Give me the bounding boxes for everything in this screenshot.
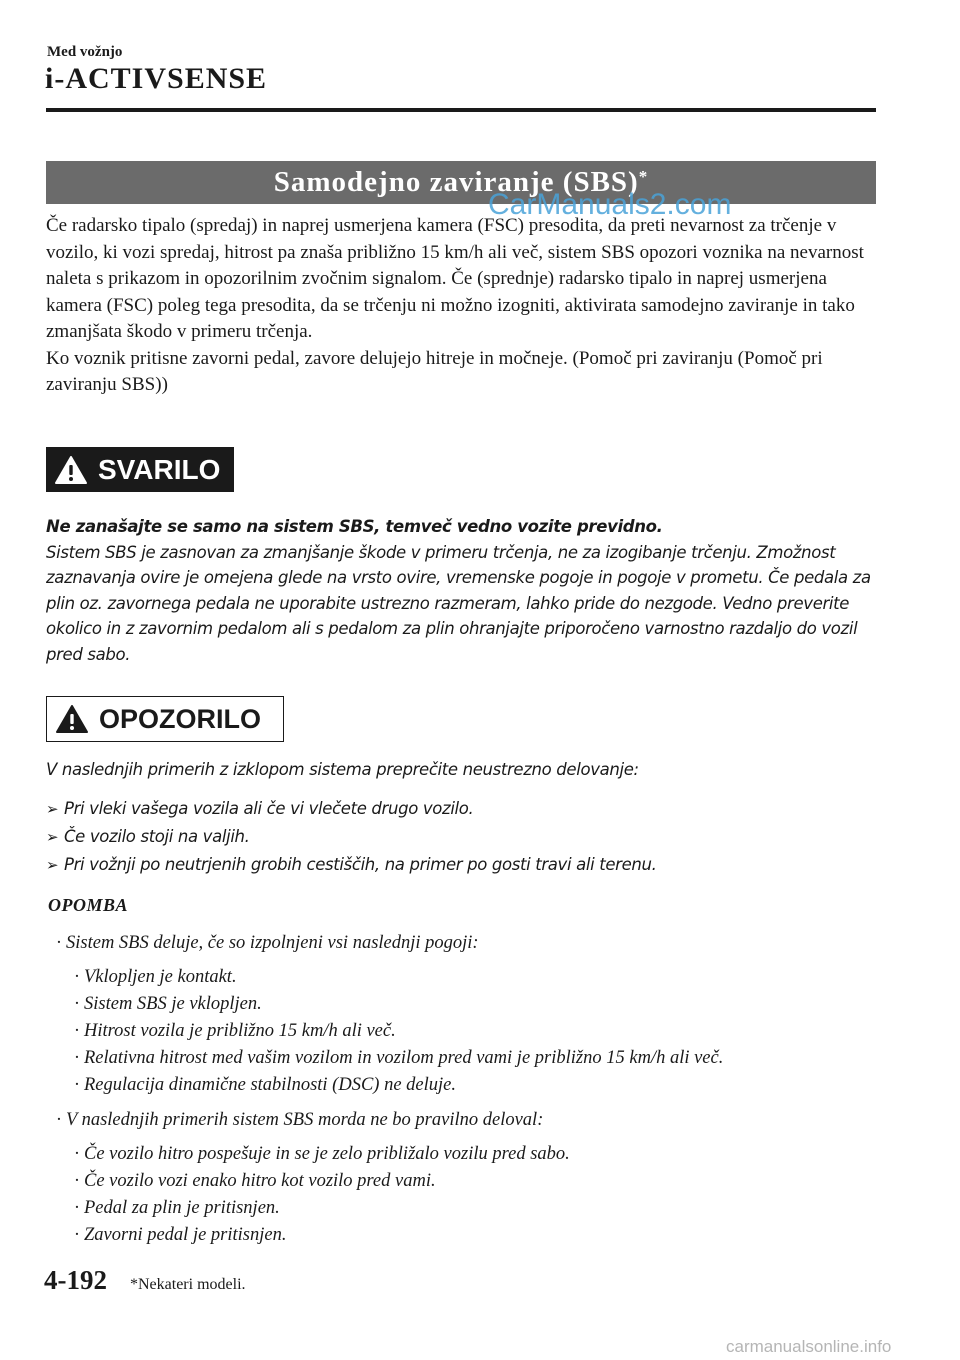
page-number: 4-192 <box>44 1265 107 1295</box>
carmanuals-watermark: CarManuals2.com <box>488 188 732 221</box>
svarilo-label: SVARILO <box>98 453 221 485</box>
list-item: ➢ Pri vožnji po neutrjenih grobih cestiščih, na primer po gosti travi ali terenu. <box>46 851 876 879</box>
arrow-bullet-icon: ➢ <box>46 856 59 874</box>
site-watermark: carmanualsonline.info <box>726 1337 892 1356</box>
dot-bullet-icon: · <box>73 1144 81 1164</box>
footnote: *Nekateri modeli. <box>130 1276 246 1293</box>
dot-bullet-icon: · <box>55 933 63 953</box>
intro-paragraph-1: Če radarsko tipalo (spredaj) in naprej usmerjena kamera (FSC) presodita, da preti nevarnost za trčenje v vozilo, ki vozi spredaj, hitrost pa znaša približno 15 km/h ali več, sistem SBS opozori voznika na nevarnost naleta s prikazom in opozorilnim zvočnim signalom. Če (sprednje) radarsko tipalo in naprej usmerjena kamera (FSC) poleg tega presodita, da se trčenju ni možno izogniti, aktivirata samodejno zaviranje in tako zmanjšata škodo v primeru trčenja. <box>46 215 864 342</box>
dot-bullet-icon: · <box>73 1171 81 1191</box>
list-item: · Če vozilo vozi enako hitro kot vozilo pred vami. <box>46 1168 876 1195</box>
list-item: · Relativna hitrost med vašim vozilom in vozilom pred vami je približno 15 km/h ali več. <box>46 1045 876 1072</box>
intro-paragraph-2: Ko voznik pritisne zavorni pedal, zavore delujejo hitreje in močneje. (Pomoč pri zaviranju (Pomoč pri zaviranju SBS)) <box>46 347 823 395</box>
list-item: · Regulacija dinamične stabilnosti (DSC) ne deluje. <box>46 1072 876 1099</box>
warning-triangle-icon <box>55 704 89 734</box>
list-item: · Hitrost vozila je približno 15 km/h ali več. <box>46 1018 876 1045</box>
dot-bullet-icon: · <box>73 1048 81 1068</box>
opozorilo-label-box <box>46 696 284 742</box>
warning-triangle-icon <box>54 455 88 485</box>
opomba-title: OPOMBA <box>48 895 129 915</box>
chapter-subtitle: Med vožnjo <box>47 44 123 60</box>
section-asterisk: * <box>638 167 649 186</box>
opozorilo-lead: V naslednjih primerih z izklopom sistema preprečite neustrezno delovanje: <box>46 760 639 779</box>
list-item: · Če vozilo hitro pospešuje in se je zelo približalo vozilu pred sabo. <box>46 1141 876 1168</box>
header-divider <box>46 108 876 112</box>
dot-bullet-icon: · <box>73 994 81 1014</box>
list-item: · V naslednjih primerih sistem SBS morda ne bo pravilno deloval: <box>46 1105 876 1135</box>
svarilo-lead: Ne zanašajte se samo na sistem SBS, temveč vedno vozite previdno. <box>46 517 663 536</box>
note1-sublist <box>46 964 876 1099</box>
svarilo-body: Sistem SBS je zasnovan za zmanjšanje škode v primeru trčenja, ne za izogibanje trčenju. Zmožnost zaznavanja ovire je omejena glede na vrsto ovire, vremenske pogoje in pogoje v prometu. Če pedala za plin oz. zavornega pedala ne uporabite ustrezno razmeram, lahko pride do nezgode. Vedno preverite okolico in z zavornim pedalom ali s pedalom za plin ohranjajte priporočeno varnostno razdaljo do vozil pred sabo. <box>46 542 871 664</box>
arrow-bullet-icon: ➢ <box>46 800 59 818</box>
list-item: · Pedal za plin je pritisnjen. <box>46 1195 876 1222</box>
svarilo-label-box <box>46 447 234 492</box>
list-item: ➢ Pri vleki vašega vozila ali če vi vlečete drugo vozilo. <box>46 795 876 823</box>
opozorilo-list <box>46 795 876 879</box>
list-item: ➢ Če vozilo stoji na valjih. <box>46 823 876 851</box>
dot-bullet-icon: · <box>73 1021 81 1041</box>
dot-bullet-icon: · <box>73 1075 81 1095</box>
dot-bullet-icon: · <box>73 1225 81 1245</box>
section-title-bar <box>46 161 876 204</box>
list-item: · Vklopljen je kontakt. <box>46 964 876 991</box>
dot-bullet-icon: · <box>73 1198 81 1218</box>
opomba-notes <box>46 928 876 1255</box>
list-item: · Zavorni pedal je pritisnjen. <box>46 1222 876 1249</box>
note2-sublist <box>46 1141 876 1249</box>
section-title: Samodejno zaviranje (SBS) <box>273 166 639 198</box>
dot-bullet-icon: · <box>73 967 81 987</box>
list-item: · Sistem SBS deluje, če so izpolnjeni vsi naslednji pogoji: <box>46 928 876 958</box>
chapter-title: i-ACTIVSENSE <box>45 62 268 95</box>
dot-bullet-icon: · <box>55 1110 63 1130</box>
svarilo-text <box>46 514 876 667</box>
opozorilo-label: OPOZORILO <box>99 703 261 734</box>
arrow-bullet-icon: ➢ <box>46 828 59 846</box>
opozorilo-text <box>46 760 876 879</box>
intro-text <box>46 213 876 399</box>
list-item: · Sistem SBS je vklopljen. <box>46 991 876 1018</box>
